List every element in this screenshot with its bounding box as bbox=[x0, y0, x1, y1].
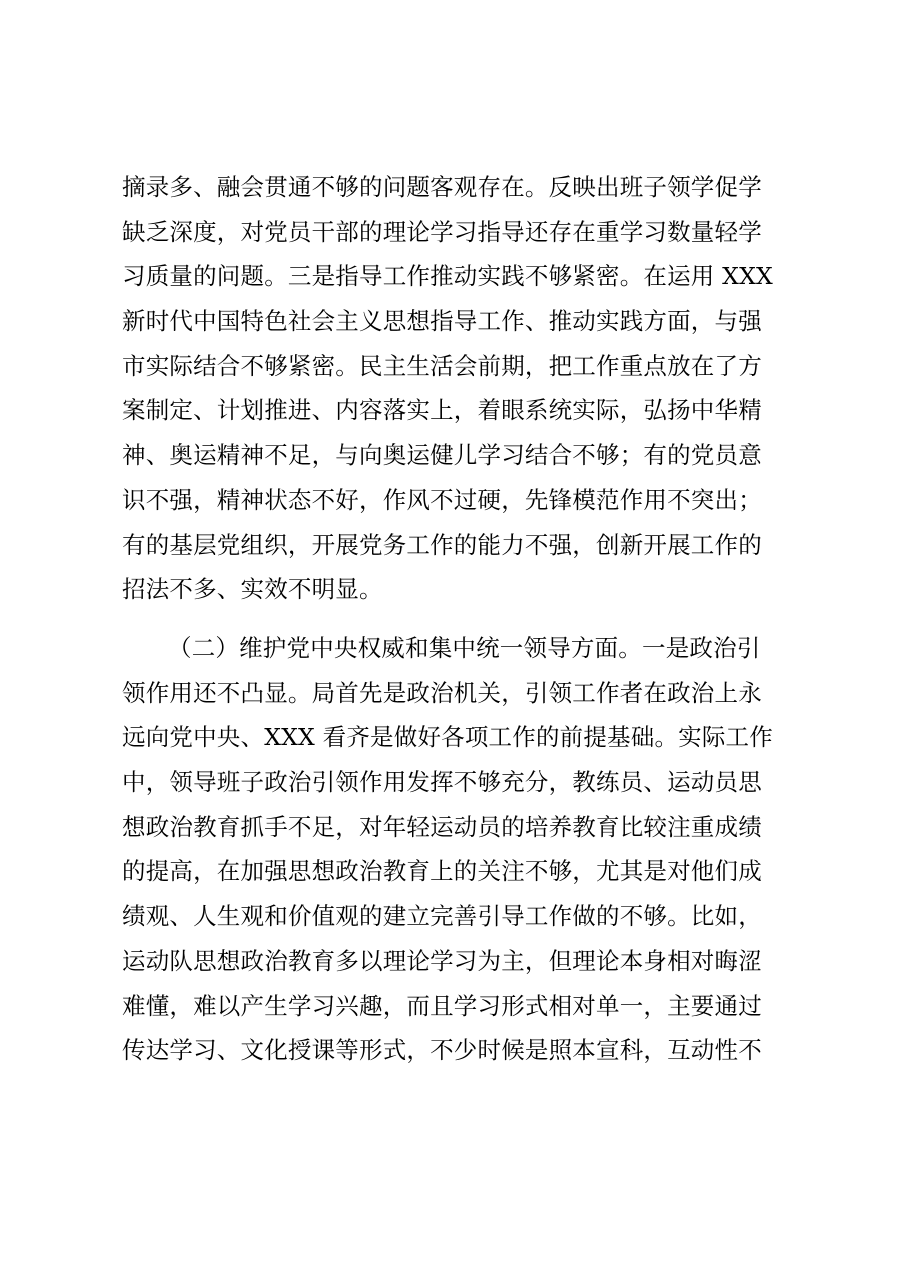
text-line: 市实际结合不够紧密。民主生活会前期，把工作重点放在了方 bbox=[122, 351, 762, 380]
section-heading-line: （二）维护党中央权威和集中统一领导方面。一是政治引 bbox=[168, 634, 761, 662]
text-line: 领作用还不凸显。局首先是政治机关，引领工作者在政治上永 bbox=[122, 678, 762, 707]
text-line: 识不强，精神状态不好，作风不过硬，先锋模范作用不突出； bbox=[122, 485, 762, 514]
text-line: 新时代中国特色社会主义思想指导工作、推动实践方面，与强 bbox=[122, 307, 762, 336]
text-line: 摘录多、融会贯通不够的问题客观存在。反映出班子领学促学 bbox=[122, 173, 762, 201]
text-line: 想政治教育抓手不足，对年轻运动员的培养教育比较注重成绩 bbox=[122, 812, 762, 841]
text-line: 案制定、计划推进、内容落实上，着眼系统实际，弘扬中华精 bbox=[122, 396, 762, 425]
text-line: 运动队思想政治教育多以理论学习为主，但理论本身相对晦涩 bbox=[122, 946, 762, 975]
paragraph-continuation bbox=[122, 165, 802, 612]
text-line: 习质量的问题。三是指导工作推动实践不够紧密。在运用 XXX bbox=[122, 262, 773, 291]
text-line: 绩观、人生观和价值观的建立完善引导工作做的不够。比如， bbox=[122, 902, 762, 931]
text-line: 中，领导班子政治引领作用发挥不够充分，教练员、运动员思 bbox=[122, 768, 762, 797]
text-line: 招法不多、实效不明显。 bbox=[122, 575, 383, 604]
text-line: 有的基层党组织，开展党务工作的能力不强，创新开展工作的 bbox=[122, 530, 762, 559]
text-line: 缺乏深度，对党员干部的理论学习指导还存在重学习数量轻学 bbox=[122, 217, 762, 246]
text-line: 传达学习、文化授课等形式，不少时候是照本宣科，互动性不 bbox=[122, 1036, 762, 1065]
paragraph-section-two bbox=[122, 626, 802, 1073]
text-line: 难懂，难以产生学习兴趣，而且学习形式相对单一，主要通过 bbox=[122, 991, 762, 1020]
text-line: 远向党中央、XXX 看齐是做好各项工作的前提基础。实际工作 bbox=[122, 723, 773, 752]
text-line: 的提高，在加强思想政治教育上的关注不够，尤其是对他们成 bbox=[122, 857, 762, 886]
text-line: 神、奥运精神不足，与向奥运健儿学习结合不够；有的党员意 bbox=[122, 441, 762, 470]
